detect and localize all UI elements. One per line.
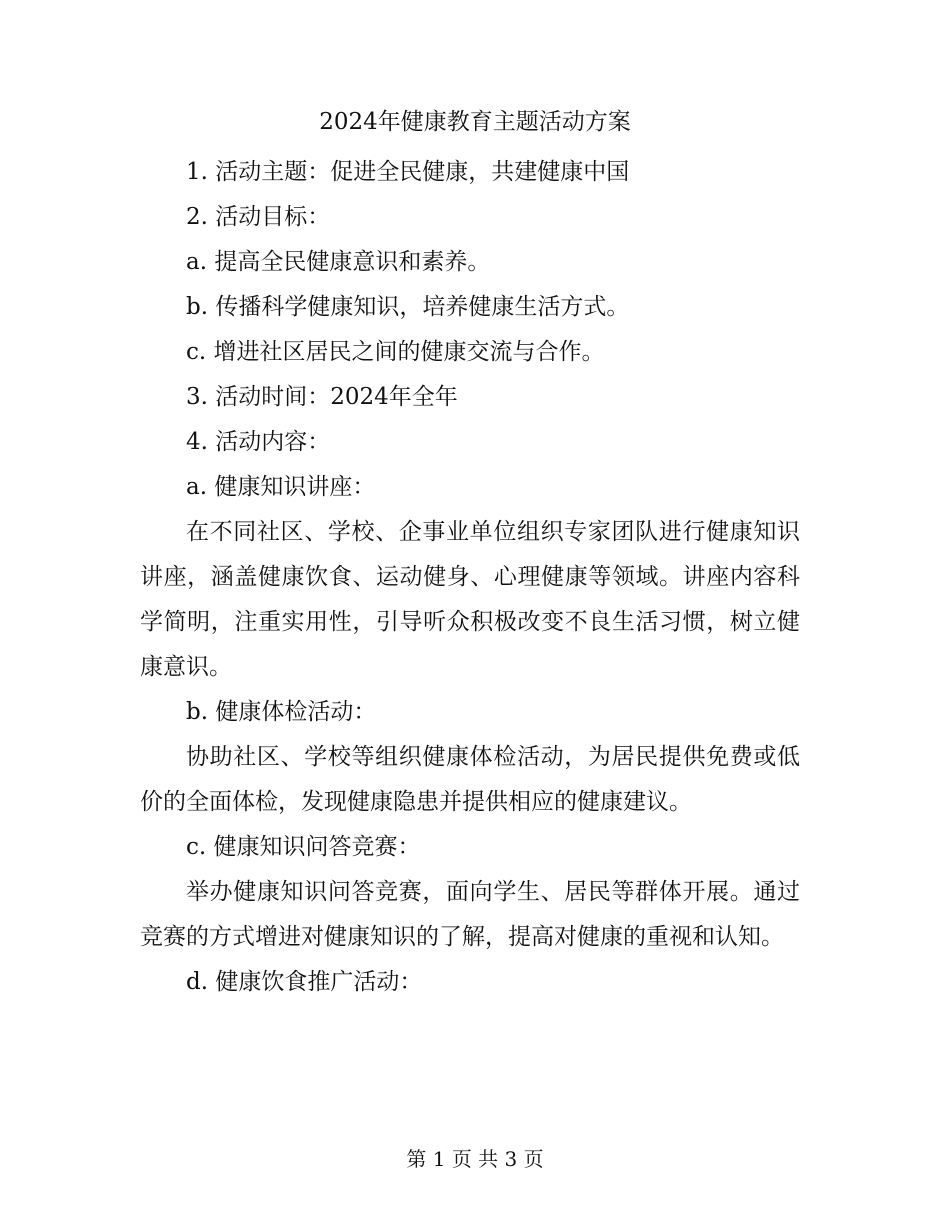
item-time: 3. 活动时间：2024年全年 <box>186 384 458 410</box>
item-content: 4. 活动内容： <box>186 429 331 455</box>
content-b-heading: b. 健康体检活动： <box>186 699 377 725</box>
content-b-paragraph: 协助社区、学校等组织健康体检活动，为居民提供免费或低价的全面体检，发现健康隐患并提供相应的健康建议。 <box>140 744 800 815</box>
content-a-heading: a. 健康知识讲座： <box>186 474 376 500</box>
content-c-heading: c. 健康知识问答竞赛： <box>186 834 421 860</box>
item-theme: 1. 活动主题：促进全民健康，共建健康中国 <box>186 159 630 185</box>
content-a-paragraph: 在不同社区、学校、企事业单位组织专家团队进行健康知识讲座，涵盖健康饮食、运动健身、心理健康等领域。讲座内容科学简明，注重实用性，引导听众积极改变不良生活习惯，树立健康意识。 <box>140 519 800 680</box>
page-footer: 第 1 页 共 3 页 <box>406 1147 544 1171</box>
content-c-paragraph: 举办健康知识问答竞赛，面向学生、居民等群体开展。通过竞赛的方式增进对健康知识的了解，提高对健康的重视和认知。 <box>140 879 800 950</box>
goal-a: a. 提高全民健康意识和素养。 <box>186 249 491 275</box>
goal-c: c. 增进社区居民之间的健康交流与合作。 <box>186 339 605 365</box>
item-goals: 2. 活动目标： <box>186 204 331 230</box>
document-body <box>140 150 800 1005</box>
content-d-heading: d. 健康饮食推广活动： <box>186 969 423 995</box>
goal-b: b. 传播科学健康知识，培养健康生活方式。 <box>186 294 630 320</box>
document-title: 2024年健康教育主题活动方案 <box>319 109 631 135</box>
